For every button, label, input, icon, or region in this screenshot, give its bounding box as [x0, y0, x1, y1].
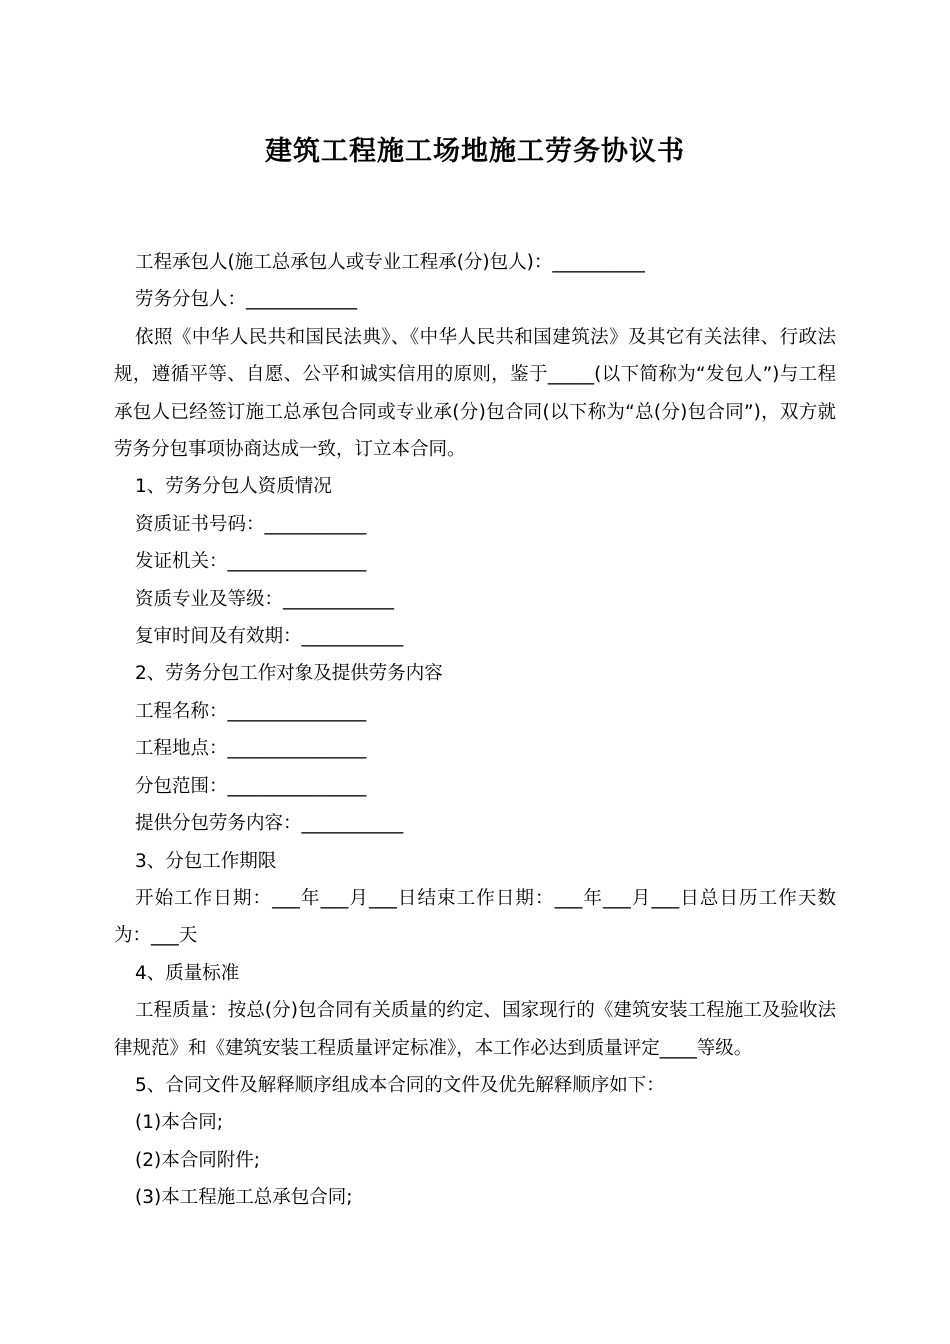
preamble-paragraph: 依照《中华人民共和国民法典》、《中华人民共和国建筑法》及其它有关法律、行政法规，遵循平等、自愿、公平和诚实信用的原则，鉴于_____(以下简称为“发包人”)与工程承包人已经签订施工总承包合同或专业承(分)包合同(以下称为“总(分)包合同”)，双方就劳务分包事项协商达成一致，订立本合同。	[114, 326, 836, 461]
quality-paragraph: 工程质量：按总(分)包合同有关质量的约定、国家现行的《建筑安装工程施工及验收法律规范》和《建筑安装工程质量评定标准》，本工作必达到质量评定____等级。	[114, 1000, 836, 1059]
certificate-number-line: 资质证书号码：___________	[135, 513, 367, 535]
section-heading-period: 3、分包工作期限	[135, 850, 277, 872]
subcontractor-line: 劳务分包人：____________	[135, 289, 358, 311]
work-period-paragraph: 开始工作日期：___年___月___日结束工作日期：___年___月___日总日历工作天数为：___天	[114, 887, 836, 947]
labor-content-line: 提供分包劳务内容：___________	[135, 813, 404, 835]
project-location-line: 工程地点：_______________	[135, 738, 367, 760]
qualification-grade-line: 资质专业及等级：____________	[135, 588, 395, 610]
section-heading-qualification: 1、劳务分包人资质情况	[135, 476, 332, 498]
document-list-item: (1)本合同;	[135, 1112, 223, 1134]
document-title: 建筑工程施工场地施工劳务协议书	[265, 136, 685, 167]
section-heading-documents: 5、合同文件及解释顺序组成本合同的文件及优先解释顺序如下：	[135, 1074, 665, 1096]
contractor-line: 工程承包人(施工总承包人或专业工程承(分)包人)：__________	[135, 252, 645, 273]
review-validity-line: 复审时间及有效期：___________	[135, 626, 404, 648]
section-heading-work-scope: 2、劳务分包工作对象及提供劳务内容	[135, 663, 443, 685]
project-name-line: 工程名称：_______________	[135, 700, 367, 722]
document-body	[114, 244, 836, 1217]
subcontract-scope-line: 分包范围：_______________	[135, 775, 367, 797]
document-list-item: (3)本工程施工总承包合同;	[135, 1187, 353, 1209]
issuing-authority-line: 发证机关：_______________	[135, 551, 367, 573]
section-heading-quality: 4、质量标准	[135, 962, 240, 984]
document-list-item: (2)本合同附件;	[135, 1149, 260, 1171]
